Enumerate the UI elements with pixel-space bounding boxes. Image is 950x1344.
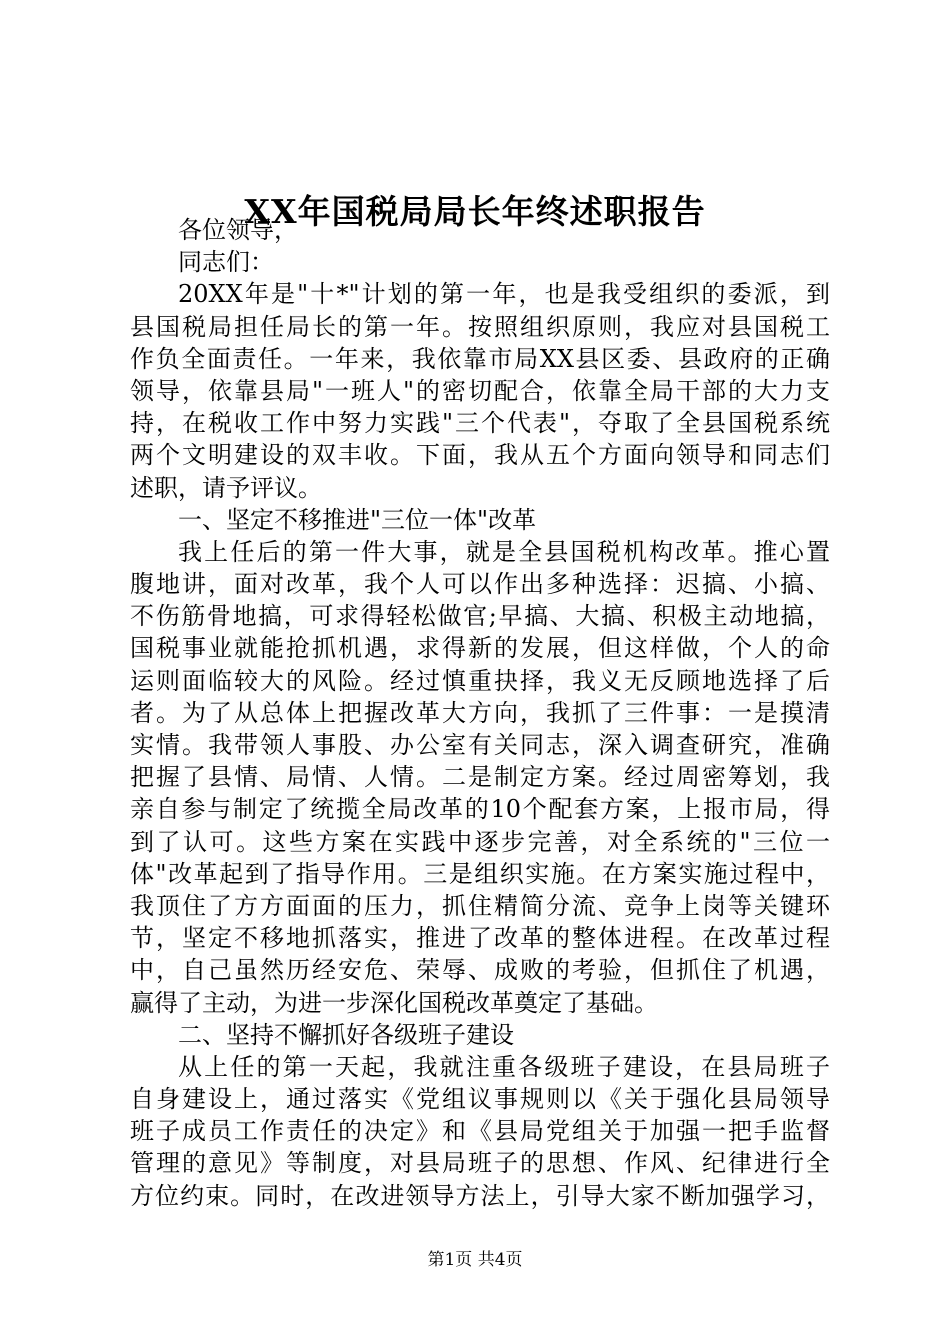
text-line: 中，自己虽然历经安危、荣辱、成败的考验，但抓住了机遇， [130,956,830,985]
text-line: 二、坚持不懈抓好各级班子建设 [178,1020,514,1049]
text-line: 同志们： [178,248,274,277]
text-line: 领导，依靠县局"一班人"的密切配合，依靠全局干部的大力支 [130,376,830,405]
text-line: 者。为了从总体上把握改革大方向，我抓了三件事：一是摸清 [130,698,830,727]
text-line: 20XX年是"十*"计划的第一年，也是我受组织的委派，到 [178,280,830,309]
text-line: 两个文明建设的双丰收。下面，我从五个方面向领导和同志们 [130,441,830,470]
text-line: 方位约束。同时，在改进领导方法上，引导大家不断加强学习， [130,1181,830,1210]
text-line: 实情。我带领人事股、办公室有关同志，深入调查研究，准确 [130,731,830,759]
text-line: 各位领导， [178,216,298,244]
document-body [130,214,830,1212]
text-line: 我上任后的第一件大事，就是全县国税机构改革。推心置 [178,537,830,566]
text-line: 赢得了主动，为进一步深化国税改革奠定了基础。 [130,988,658,1017]
page-footer: 第1页 共4页 [427,1250,523,1270]
text-line: 不伤筋骨地搞，可求得轻松做官;早搞、大搞、积极主动地搞， [130,602,830,631]
text-line: 持，在税收工作中努力实践"三个代表"，夺取了全县国税系统 [130,409,830,438]
text-line: 班子成员工作责任的决定》和《县局党组关于加强一把手监督 [130,1117,830,1146]
text-line: 管理的意见》等制度，对县局班子的思想、作风、纪律进行全 [130,1149,830,1178]
text-line: 我顶住了方方面面的压力，抓住精简分流、竞争上岗等关键环 [130,891,830,920]
text-line: 国税事业就能抢抓机遇，求得新的发展，但这样做，个人的命 [130,634,830,663]
text-line: 县国税局担任局长的第一年。按照组织原则，我应对县国税工 [130,312,830,341]
text-line: 作负全面责任。一年来，我依靠市局XX县区委、县政府的正确 [130,344,830,373]
text-line: 体"改革起到了指导作用。三是组织实施。在方案实施过程中， [130,859,830,888]
text-line: 腹地讲，面对改革，我个人可以作出多种选择：迟搞、小搞、 [130,570,830,599]
text-line: 运则面临较大的风险。经过慎重抉择，我义无反顾地选择了后 [130,666,830,695]
text-line: 述职，请予评议。 [130,473,322,502]
text-line: 亲自参与制定了统揽全局改革的10个配套方案，上报市局，得 [130,795,830,824]
text-line: 到了认可。这些方案在实践中逐步完善，对全系统的"三位一 [130,827,830,856]
text-line: 从上任的第一天起，我就注重各级班子建设，在县局班子 [178,1052,830,1081]
text-line: 把握了县情、局情、人情。二是制定方案。经过周密筹划，我 [130,763,830,792]
text-line: 一、坚定不移推进"三位一体"改革 [178,505,537,534]
text-line: 自身建设上，通过落实《党组议事规则以《关于强化县局领导 [130,1085,830,1114]
text-line: 节，坚定不移地抓落实，推进了改革的整体进程。在改革过程 [130,924,830,953]
document-title: XX年国税局局长年终述职报告 [244,192,706,231]
